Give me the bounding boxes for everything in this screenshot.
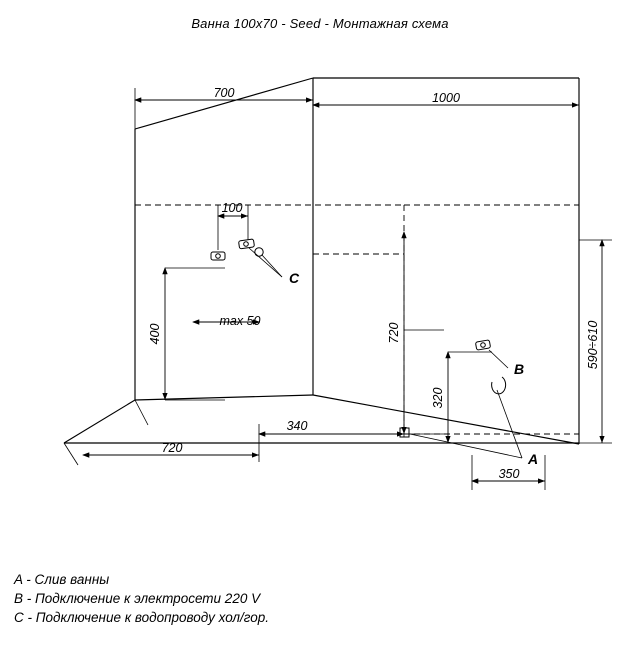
callout-c	[249, 248, 282, 277]
dim-100-label: 100	[221, 201, 243, 215]
dim-700-label: 700	[213, 86, 235, 100]
dim-1000-label: 1000	[432, 91, 460, 105]
dim-max-50	[193, 314, 261, 328]
dim-400-label: 400	[148, 323, 162, 345]
dim-720-floor-label: 720	[161, 441, 183, 455]
dim-water-offset	[218, 201, 248, 250]
dim-340-label: 340	[286, 419, 308, 433]
dim-720-right-label: 720	[387, 322, 401, 344]
dim-max50-label: max 50	[219, 314, 261, 328]
legend-item-b: B - Подключение к электросети 220 V	[14, 591, 261, 606]
callout-a	[410, 387, 522, 458]
dim-590-610-label: 590÷610	[586, 320, 600, 370]
legend-item-c: C - Подключение к водопроводу хол/гор.	[14, 610, 270, 625]
dim-drain-offset-x	[259, 419, 404, 445]
bath-solid-outline	[64, 78, 579, 444]
page-title: Ванна 100х70 - Seed - Монтажная схема	[191, 16, 449, 31]
dim-320-label: 320	[431, 387, 445, 409]
dim-water-height	[148, 268, 225, 400]
dim-drain-height	[431, 352, 492, 443]
marker-a-label: A	[528, 451, 539, 467]
water-connection-symbol	[211, 239, 263, 260]
dim-350-label: 350	[498, 467, 520, 481]
callout-b	[489, 350, 508, 368]
marker-b-label: B	[514, 361, 525, 377]
dim-length-top	[313, 78, 579, 105]
dim-height-range	[579, 240, 612, 443]
legend-item-a: A - Слив ванны	[14, 572, 110, 587]
drain-opening	[400, 428, 409, 437]
legend	[14, 570, 269, 627]
marker-c-label: C	[289, 270, 300, 286]
electrical-connection-symbol	[475, 340, 505, 394]
dim-floor-depth	[64, 400, 259, 465]
